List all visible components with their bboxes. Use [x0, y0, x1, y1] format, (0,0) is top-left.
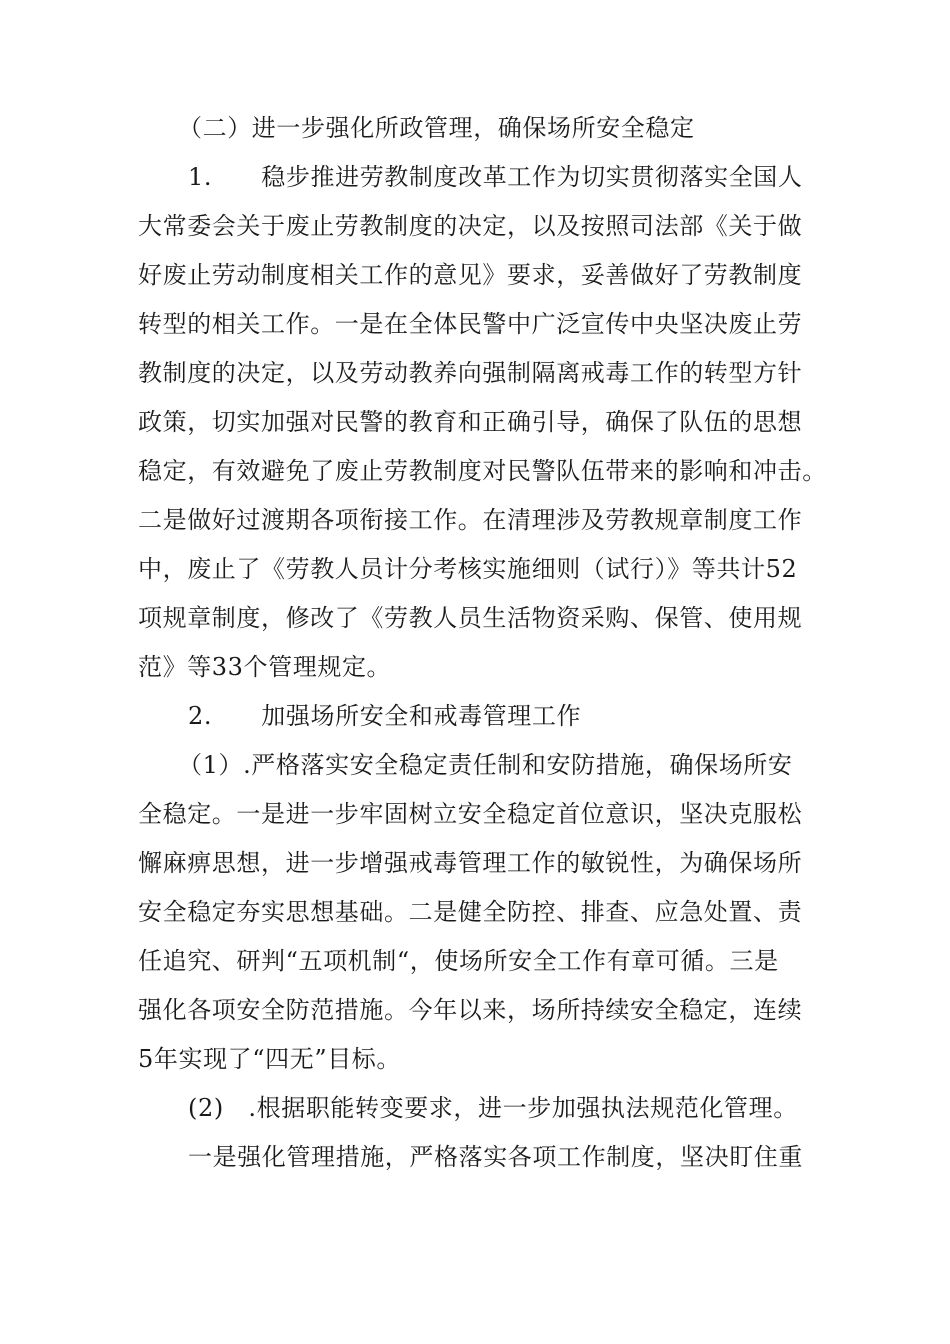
body-line: 范》等33个管理规定。 — [138, 653, 392, 681]
subitem-1-line: （1）.严格落实安全稳定责任制和安防措施，确保场所安 — [178, 751, 793, 779]
body-line: 5年实现了“四无”目标。 — [138, 1045, 402, 1073]
body-line: 项规章制度，修改了《劳教人员生活物资采购、保管、使用规 — [138, 604, 803, 632]
body-line: 二是做好过渡期各项衔接工作。在清理涉及劳教规章制度工作 — [138, 506, 803, 534]
subitem-2-line: (2) .根据职能转变要求，进一步加强执法规范化管理。 — [188, 1094, 798, 1122]
body-line: 中，废止了《劳教人员计分考核实施细则（试行）》等共计52 — [138, 555, 798, 583]
body-line: 强化各项安全防范措施。今年以来，场所持续安全稳定，连续 — [138, 996, 803, 1024]
body-line: 大常委会关于废止劳教制度的决定，以及按照司法部《关于做 — [138, 212, 803, 240]
body-line: 转型的相关工作。一是在全体民警中广泛宣传中央坚决废止劳 — [138, 310, 803, 338]
body-line: 政策，切实加强对民警的教育和正确引导，确保了队伍的思想 — [138, 408, 803, 436]
body-line: 全稳定。一是进一步牢固树立安全稳定首位意识，坚决克服松 — [138, 800, 803, 828]
item-1-heading: 1. 稳步推进劳教制度改革工作为切实贯彻落实全国人 — [188, 163, 803, 191]
body-line: 懈麻痹思想，进一步增强戒毒管理工作的敏锐性，为确保场所 — [138, 849, 803, 877]
body-line: 一是强化管理措施，严格落实各项工作制度，坚决盯住重 — [188, 1143, 803, 1171]
body-line: 稳定，有效避免了废止劳教制度对民警队伍带来的影响和冲击。 — [138, 457, 827, 485]
body-line: 任追究、研判“五项机制“，使场所安全工作有章可循。三是 — [138, 947, 779, 975]
body-line: 安全稳定夯实思想基础。二是健全防控、排查、应急处置、责 — [138, 898, 803, 926]
section-heading: （二）进一步强化所政管理，确保场所安全稳定 — [178, 114, 695, 142]
body-line: 好废止劳动制度相关工作的意见》要求，妥善做好了劳教制度 — [138, 261, 803, 289]
item-2-heading: 2. 加强场所安全和戒毒管理工作 — [188, 702, 582, 730]
body-line: 教制度的决定，以及劳动教养向强制隔离戒毒工作的转型方针 — [138, 359, 803, 387]
